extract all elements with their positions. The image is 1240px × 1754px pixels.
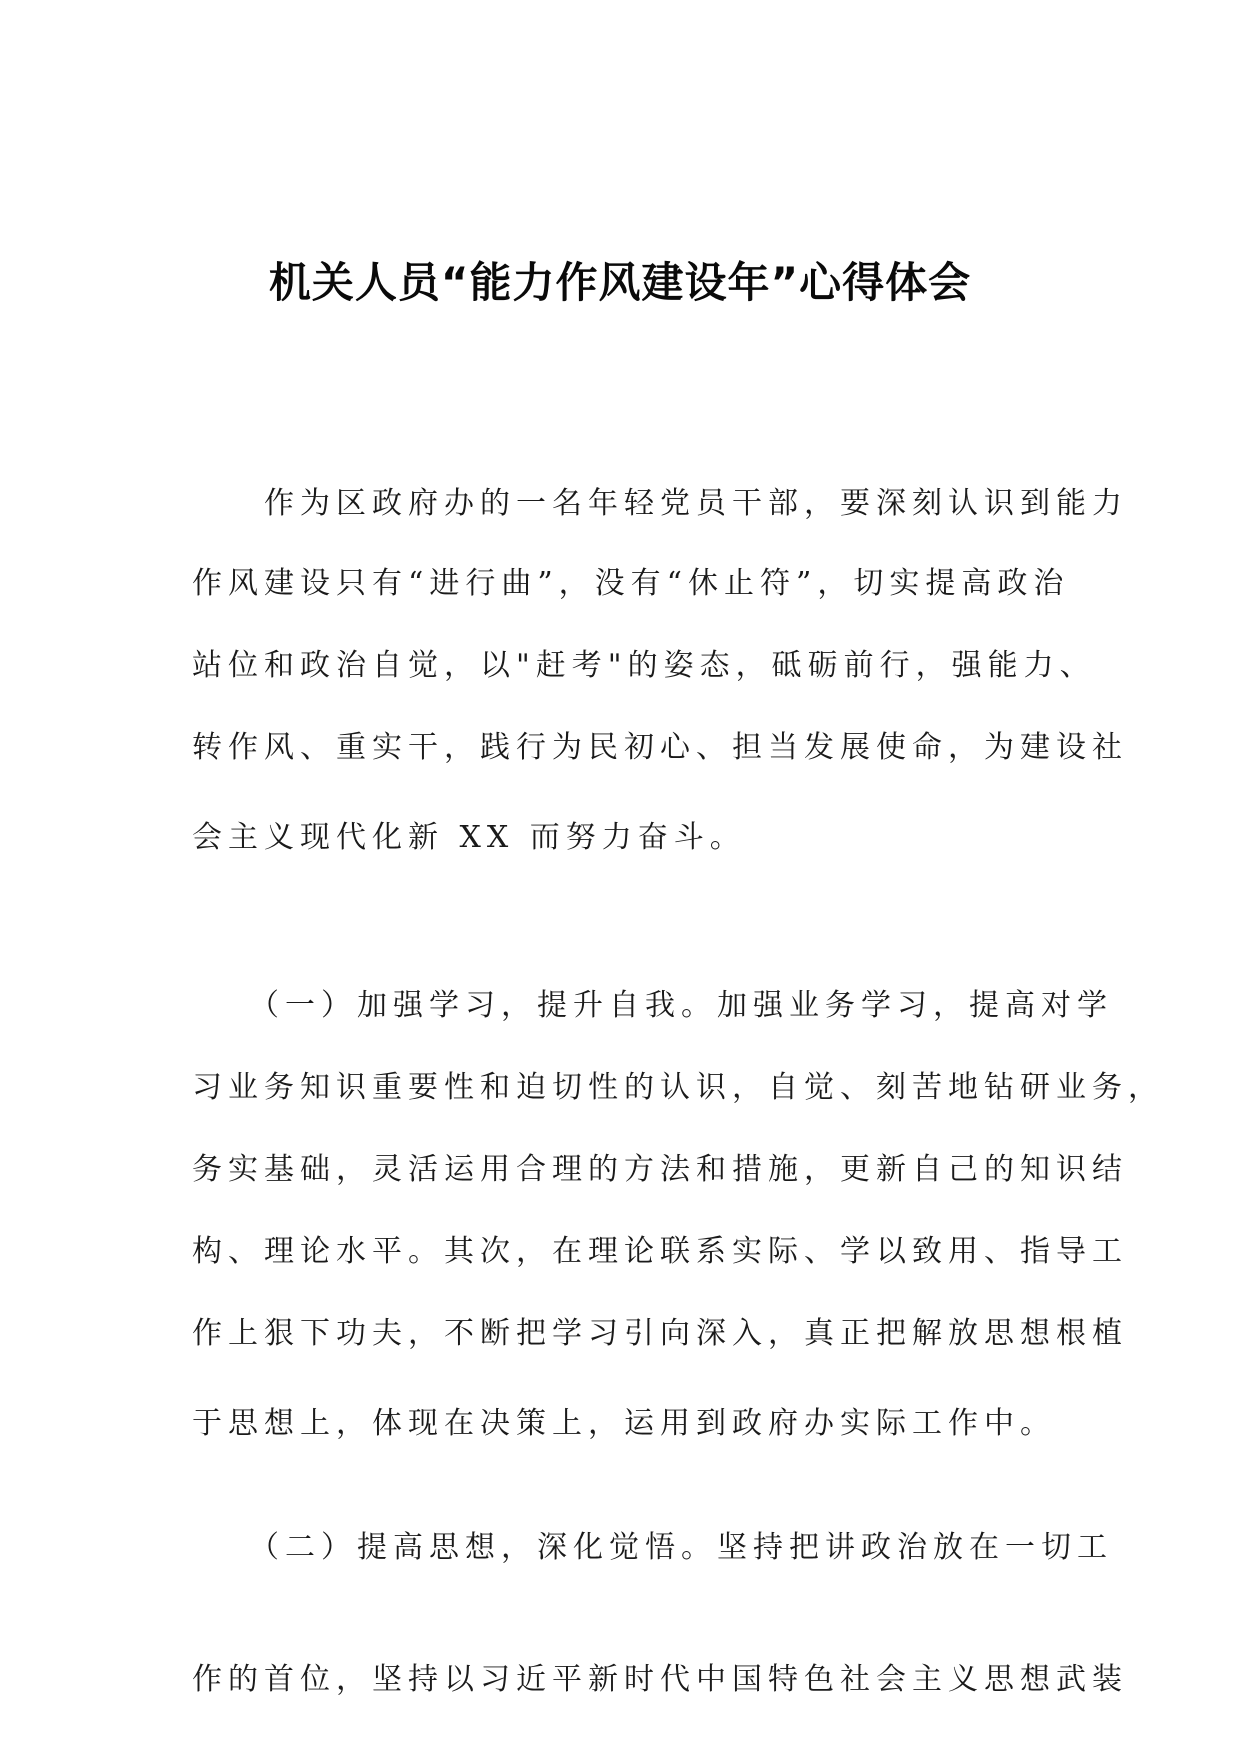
paragraph-3-line-2: 作的首位，坚持以习近平新时代中国特色社会主义思想武装: [192, 1662, 1128, 1697]
paragraph-1-line-1: 作为区政府办的一名年轻党员干部，要深刻认识到能力: [192, 486, 1128, 521]
paragraph-2-line-6: 于思想上，体现在决策上，运用到政府办实际工作中。: [192, 1406, 1056, 1441]
paragraph-2-line-2: 习业务知识重要性和迫切性的认识，自觉、刻苦地钻研业务，: [192, 1070, 1164, 1105]
document-title: 机关人员“能力作风建设年”心得体会: [268, 258, 972, 307]
paragraph-2-line-3: 务实基础，灵活运用合理的方法和措施，更新自己的知识结: [192, 1152, 1128, 1187]
paragraph-1-line-5: 会主义现代化新 XX 而努力奋斗。: [192, 820, 746, 855]
paragraph-2-line-1: （一）加强学习，提升自我。加强业务学习，提高对学: [192, 988, 1113, 1023]
paragraph-2-line-5: 作上狠下功夫，不断把学习引向深入，真正把解放思想根植: [192, 1316, 1128, 1351]
paragraph-2-line-4: 构、理论水平。其次，在理论联系实际、学以致用、指导工: [192, 1234, 1128, 1269]
paragraph-1-line-4: 转作风、重实干，践行为民初心、担当发展使命，为建设社: [192, 730, 1128, 765]
paragraph-1-line-2: 作风建设只有“进行曲”，没有“休止符”，切实提高政治: [192, 566, 1070, 601]
paragraph-3-line-1: （二）提高思想，深化觉悟。坚持把讲政治放在一切工: [192, 1530, 1113, 1565]
paragraph-1-line-3: 站位和政治自觉，以"赶考"的姿态，砥砺前行，强能力、: [192, 648, 1096, 683]
